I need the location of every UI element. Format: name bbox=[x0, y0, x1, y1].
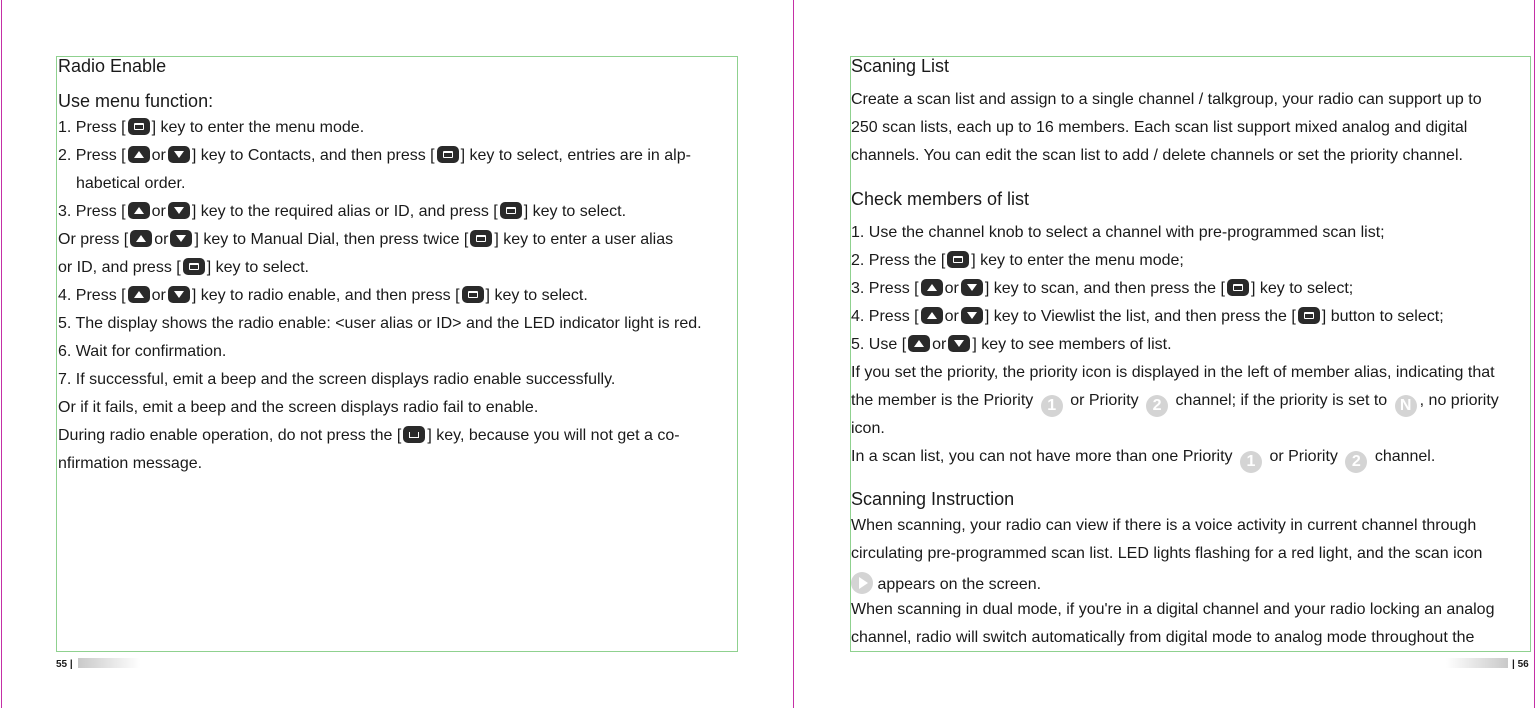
page-fold bbox=[793, 0, 794, 708]
up-key-icon bbox=[128, 146, 150, 163]
priority-2-icon: 2 bbox=[1345, 451, 1367, 473]
scan-line-2: circulating pre-programmed scan list. LED lights flashing for a red light, and the scan icon bbox=[851, 545, 1483, 562]
back-key-icon bbox=[403, 426, 425, 443]
up-key-icon bbox=[921, 307, 943, 324]
left-intro: Use menu function: bbox=[58, 91, 214, 111]
left-step-7-fail: Or if it fails, emit a beep and the screen displays radio fail to enable. bbox=[58, 399, 539, 416]
down-key-icon bbox=[948, 335, 970, 352]
right-page-title: Scaning List bbox=[851, 56, 950, 76]
up-key-icon bbox=[921, 279, 943, 296]
priority-n-icon: N bbox=[1395, 395, 1417, 417]
menu-key-icon bbox=[1227, 279, 1249, 296]
down-key-icon bbox=[170, 230, 192, 247]
left-footer-bar bbox=[78, 658, 140, 668]
priority-2-icon: 2 bbox=[1146, 395, 1168, 417]
left-step-3-alt: Or press [ or ] key to Manual Dial, then press twice [ ] key to enter a user alias bbox=[58, 231, 674, 248]
menu-key-icon bbox=[1298, 307, 1320, 324]
down-key-icon bbox=[961, 279, 983, 296]
menu-key-icon bbox=[183, 258, 205, 275]
menu-key-icon bbox=[500, 202, 522, 219]
check-members-heading: Check members of list bbox=[851, 189, 1030, 209]
priority-1-icon: 1 bbox=[1240, 451, 1262, 473]
priority-note-1: If you set the priority, the priority icon is displayed in the left of member alias, indicating that bbox=[851, 364, 1495, 381]
priority-note-2: the member is the Priority 1 or Priority 2 channel; if the priority is set to N , no priority bbox=[851, 391, 1499, 417]
menu-key-icon bbox=[470, 230, 492, 247]
scan-line-4: When scanning in dual mode, if you're in a digital channel and your radio locking an analog bbox=[851, 601, 1495, 618]
left-step-5: 5. The display shows the radio enable: <user alias or ID> and the LED indicator light is red. bbox=[58, 315, 702, 332]
left-warning: During radio enable operation, do not press the [ ] key, because you will not get a co- bbox=[58, 427, 680, 444]
page-edge-right bbox=[1534, 0, 1535, 708]
down-key-icon bbox=[168, 202, 190, 219]
down-key-icon bbox=[168, 146, 190, 163]
check-step-1: 1. Use the channel knob to select a channel with pre-programmed scan list; bbox=[851, 224, 1385, 241]
page-edge-left bbox=[1, 0, 2, 708]
left-step-4: 4. Press [ or ] key to radio enable, and then press [ ] key to select. bbox=[58, 287, 588, 304]
menu-key-icon bbox=[462, 286, 484, 303]
left-step-2: 2. Press [ or ] key to Contacts, and then press [ ] key to select, entries are in alp- bbox=[58, 147, 691, 164]
check-step-2: 2. Press the [ ] key to enter the menu mode; bbox=[851, 252, 1184, 269]
down-key-icon bbox=[168, 286, 190, 303]
left-page-number: 55 | bbox=[56, 659, 73, 670]
left-page-title: Radio Enable bbox=[58, 56, 167, 76]
check-step-4: 4. Press [ or ] key to Viewlist the list, and then press the [ ] button to select; bbox=[851, 308, 1444, 325]
priority-1-icon: 1 bbox=[1041, 395, 1063, 417]
check-step-3: 3. Press [ or ] key to scan, and then press the [ ] key to select; bbox=[851, 280, 1354, 297]
menu-key-icon bbox=[947, 251, 969, 268]
right-footer-bar bbox=[1446, 658, 1508, 668]
right-intro-2: 250 scan lists, each up to 16 members. Each scan list support mixed analog and digital bbox=[851, 119, 1468, 136]
right-page-number: | 56 bbox=[1512, 659, 1529, 670]
up-key-icon bbox=[130, 230, 152, 247]
left-step-2-cont: habetical order. bbox=[76, 175, 186, 192]
up-key-icon bbox=[128, 286, 150, 303]
down-key-icon bbox=[961, 307, 983, 324]
scanning-instruction-heading: Scanning Instruction bbox=[851, 489, 1015, 509]
left-step-7: 7. If successful, emit a beep and the screen displays radio enable successfully. bbox=[58, 371, 616, 388]
up-key-icon bbox=[908, 335, 930, 352]
priority-note-3: icon. bbox=[851, 420, 885, 437]
right-intro-1: Create a scan list and assign to a single channel / talkgroup, your radio can support up to bbox=[851, 91, 1482, 108]
scan-line-3: appears on the screen. bbox=[851, 572, 1041, 595]
left-warning-cont: nfirmation message. bbox=[58, 455, 203, 472]
left-step-3: 3. Press [ or ] key to the required alias or ID, and press [ ] key to select. bbox=[58, 203, 627, 220]
up-key-icon bbox=[128, 202, 150, 219]
menu-key-icon bbox=[128, 118, 150, 135]
menu-key-icon bbox=[437, 146, 459, 163]
left-step-6: 6. Wait for confirmation. bbox=[58, 343, 227, 360]
check-step-5: 5. Use [ or ] key to see members of list. bbox=[851, 336, 1172, 353]
left-step-3-alt-cont: or ID, and press [ ] key to select. bbox=[58, 259, 309, 276]
left-step-1: 1. Press [ ] key to enter the menu mode. bbox=[58, 119, 365, 136]
right-intro-3: channels. You can edit the scan list to add / delete channels or set the priority channel. bbox=[851, 147, 1463, 164]
scan-line-5: channel, radio will switch automatically from digital mode to analog mode throughout the bbox=[851, 629, 1475, 646]
priority-note-4: In a scan list, you can not have more than one Priority 1 or Priority 2 channel. bbox=[851, 447, 1435, 473]
scan-play-icon bbox=[851, 572, 873, 594]
scan-line-1: When scanning, your radio can view if there is a voice activity in current channel through bbox=[851, 517, 1477, 534]
